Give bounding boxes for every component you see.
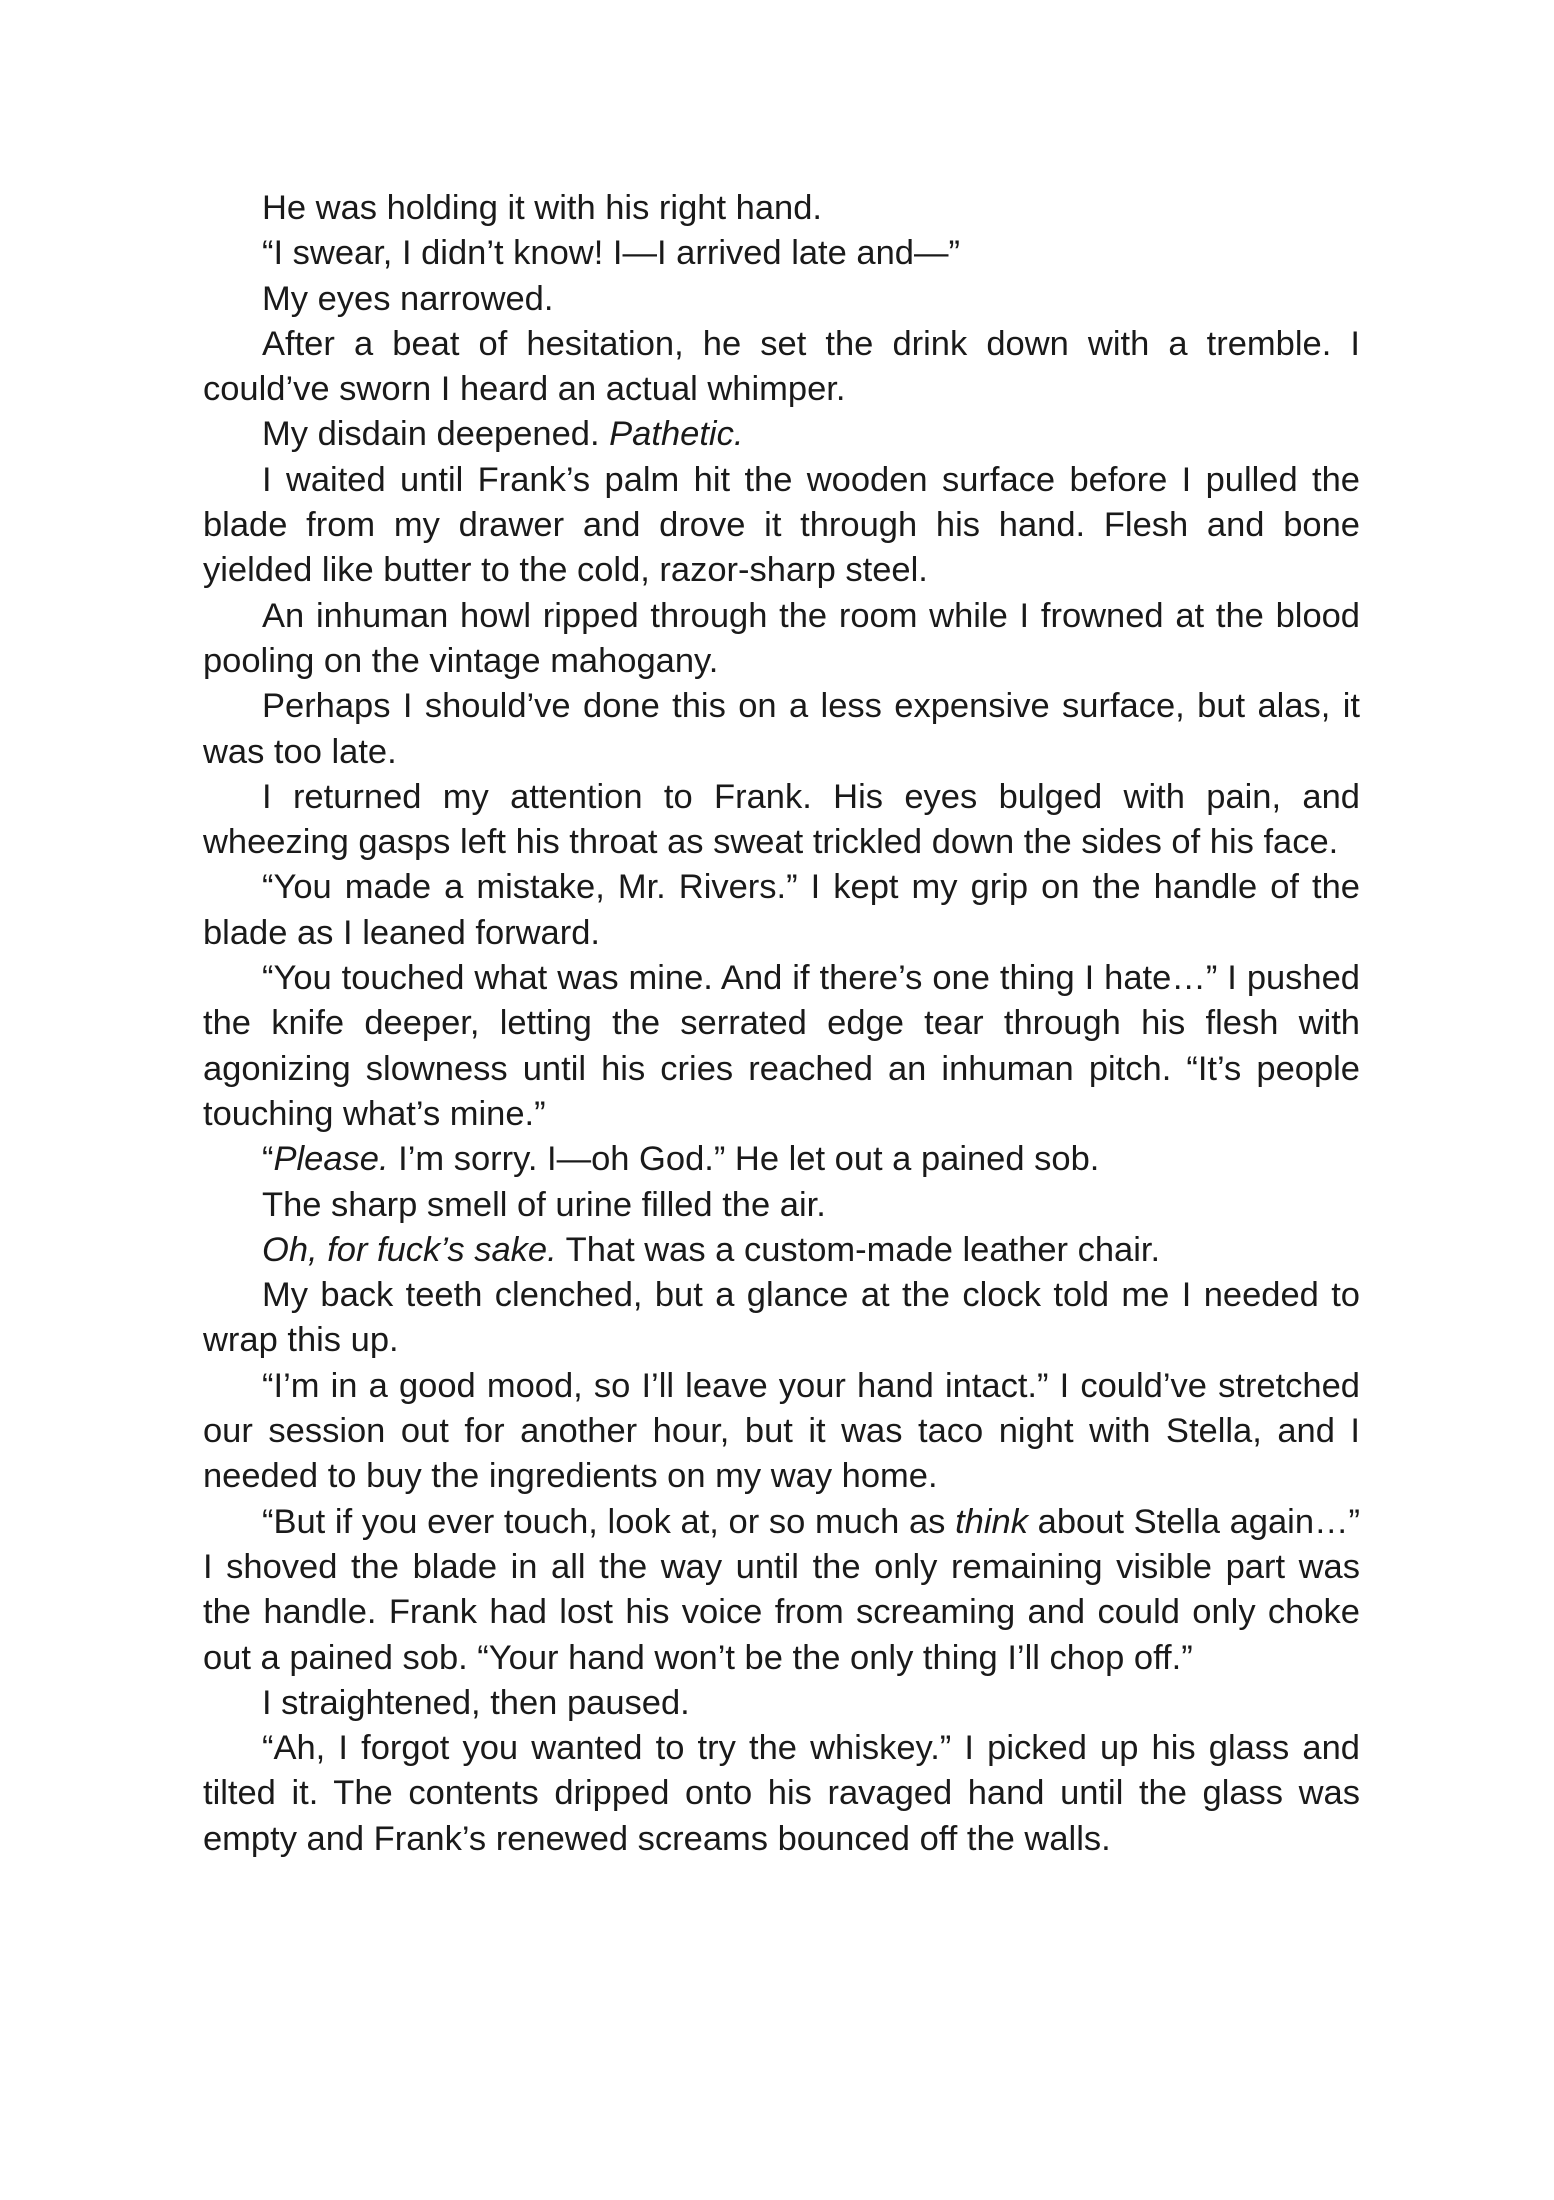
- italic-segment: think: [955, 1502, 1028, 1541]
- paragraph: [203, 1726, 1360, 1862]
- text-segment: Perhaps I should’ve done this on a less expensive surface, but alas, it was too late.: [203, 687, 1360, 771]
- paragraph: [203, 1137, 1360, 1182]
- text-segment: “You touched what was mine. And if there’s one thing I hate…” I pushed the knife deeper, letting the serrated edge tear through his flesh with agonizing slowness until his cries reached an inhuman pitch. “It’s people touching what’s mine.”: [203, 959, 1360, 1133]
- paragraph: [203, 1364, 1360, 1500]
- text-segment: “Ah, I forgot you wanted to try the whiskey.” I picked up his glass and tilted it. The contents dripped onto his ravaged hand until the glass was empty and Frank’s renewed screams bounced off the walls.: [203, 1729, 1360, 1858]
- text-segment: “I swear, I didn’t know! I—I arrived late and—”: [262, 234, 960, 273]
- text-segment: My back teeth clenched, but a glance at the clock told me I needed to wrap this up.: [203, 1276, 1360, 1360]
- text-segment: I’m sorry. I—oh God.” He let out a pained sob.: [388, 1140, 1100, 1179]
- text-segment: After a beat of hesitation, he set the drink down with a tremble. I could’ve sworn I heard an actual whimper.: [203, 324, 1360, 409]
- text-segment: “But if you ever touch, look at, or so much as: [262, 1502, 956, 1541]
- paragraph: [203, 322, 1360, 413]
- paragraph: [203, 1681, 1360, 1726]
- text-segment: “I’m in a good mood, so I’ll leave your hand intact.” I could’ve stretched our session out for another hour, but it was taco night with Stella, and I needed to buy the ingredients on my way home.: [203, 1366, 1360, 1496]
- text-segment: The sharp smell of urine filled the air.: [262, 1185, 826, 1224]
- italic-segment: Oh, for fuck’s sake.: [262, 1230, 557, 1269]
- text-segment: “You made a mistake, Mr. Rivers.” I kept my grip on the handle of the blade as I leaned forward.: [203, 868, 1360, 952]
- paragraph: [203, 231, 1360, 276]
- paragraph: [203, 594, 1360, 685]
- paragraph: [203, 865, 1360, 956]
- text-segment: My eyes narrowed.: [262, 279, 554, 318]
- paragraph: [203, 684, 1360, 775]
- text-segment: I waited until Frank’s palm hit the wooden surface before I pulled the blade from my drawer and drove it through his hand. Flesh and bone yielded like butter to the cold, razor-sharp steel.: [203, 460, 1360, 590]
- paragraph: [203, 186, 1360, 231]
- page-body: [203, 186, 1360, 1862]
- paragraph: [203, 458, 1360, 594]
- text-segment: “: [262, 1140, 274, 1179]
- paragraph: [203, 1183, 1360, 1228]
- italic-segment: Pathetic.: [609, 415, 744, 454]
- text-segment: I returned my attention to Frank. His eyes bulged with pain, and wheezing gasps left his throat as sweat trickled down the sides of his face.: [203, 777, 1360, 862]
- text-segment: That was a custom-made leather chair.: [556, 1230, 1161, 1269]
- paragraph: [203, 277, 1360, 322]
- paragraph: [203, 775, 1360, 866]
- paragraph: [203, 1273, 1360, 1364]
- text-segment: I straightened, then paused.: [262, 1683, 690, 1722]
- paragraph: [203, 1228, 1360, 1273]
- paragraph: [203, 956, 1360, 1137]
- paragraph: [203, 412, 1360, 457]
- text-segment: My disdain deepened.: [262, 415, 610, 454]
- italic-segment: Please.: [273, 1140, 389, 1179]
- text-segment: He was holding it with his right hand.: [262, 189, 822, 227]
- text-segment: An inhuman howl ripped through the room while I frowned at the blood pooling on the vintage mahogany.: [203, 596, 1360, 680]
- text-segment: about Stella again…” I shoved the blade in all the way until the only remaining visible part was the handle. Frank had lost his voice from screaming and could only choke out a pained sob. “Your hand won’t be the only thing I’ll chop off.”: [203, 1502, 1360, 1677]
- paragraph: [203, 1500, 1360, 1681]
